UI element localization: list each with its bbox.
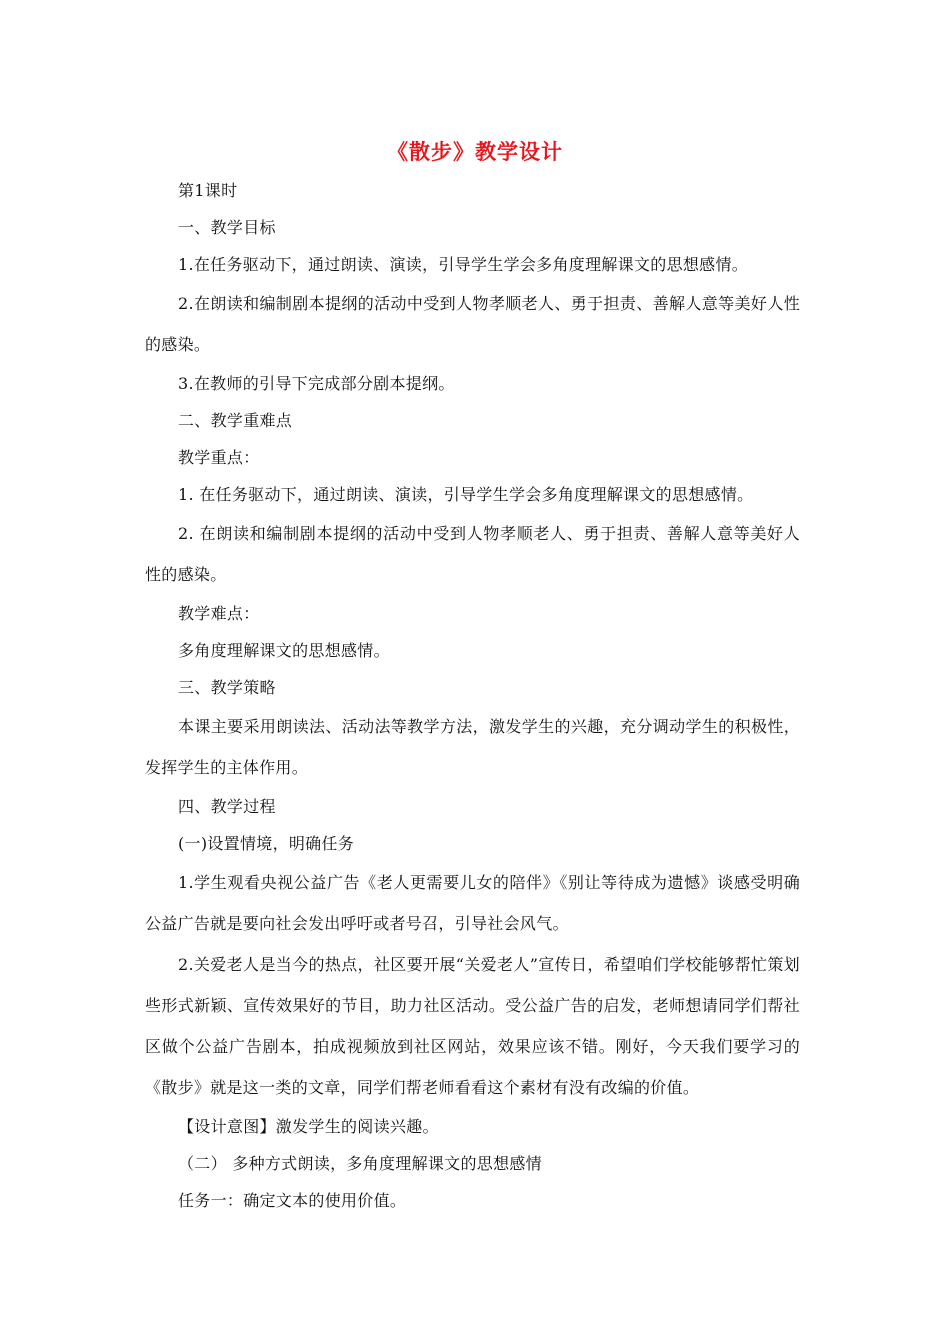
subheading: （二） 多种方式朗读，多角度理解课文的思想感情	[178, 1154, 542, 1173]
paragraph: 2. 在朗读和编制剧本提纲的活动中受到人物孝顺老人、勇于担责、善解人意等美好人性的感染。	[145, 524, 800, 584]
paragraph: 2.关爱老人是当今的热点，社区要开展“关爱老人”宣传日，希望咱们学校能够帮忙策划些形式新颖、宣传效果好的节目，助力社区活动。受公益广告的启发，老师想请同学们帮社区做个公益广告剧本，拍成视频放到社区网站，效果应该不错。刚好，今天我们要学习的《散步》就是这一类的文章，同学们帮老师看看这个素材有没有改编的价值。	[145, 955, 800, 1097]
document-body	[145, 172, 800, 1219]
section-heading: 一、教学目标	[178, 218, 276, 237]
paragraph: 任务一：确定文本的使用价值。	[178, 1191, 407, 1210]
subheading: (一)设置情境，明确任务	[178, 834, 355, 853]
paragraph: 第1课时	[178, 181, 238, 200]
paragraph: 本课主要采用朗读法、活动法等教学方法，激发学生的兴趣，充分调动学生的积极性，发挥学生的主体作用。	[145, 717, 800, 777]
paragraph: 3.在教师的引导下完成部分剧本提纲。	[178, 374, 455, 393]
section-heading: 三、教学策略	[178, 678, 276, 697]
paragraph: 1.在任务驱动下，通过朗读、演读，引导学生学会多角度理解课文的思想感情。	[178, 255, 749, 274]
design-intent: 【设计意图】激发学生的阅读兴趣。	[178, 1117, 439, 1136]
subheading: 教学重点：	[178, 448, 260, 467]
document-title: 《散步》教学设计	[387, 140, 563, 164]
paragraph: 1. 在任务驱动下，通过朗读、演读，引导学生学会多角度理解课文的思想感情。	[178, 485, 754, 504]
section-heading: 四、教学过程	[178, 797, 276, 816]
subheading: 教学难点：	[178, 604, 260, 623]
paragraph: 多角度理解课文的思想感情。	[178, 641, 390, 660]
paragraph: 1.学生观看央视公益广告《老人更需要儿女的陪伴》《别让等待成为遗憾》谈感受明确公益广告就是要向社会发出呼吁或者号召，引导社会风气。	[145, 873, 800, 933]
paragraph: 2.在朗读和编制剧本提纲的活动中受到人物孝顺老人、勇于担责、善解人意等美好人性的感染。	[145, 294, 800, 354]
section-heading: 二、教学重难点	[178, 411, 293, 430]
